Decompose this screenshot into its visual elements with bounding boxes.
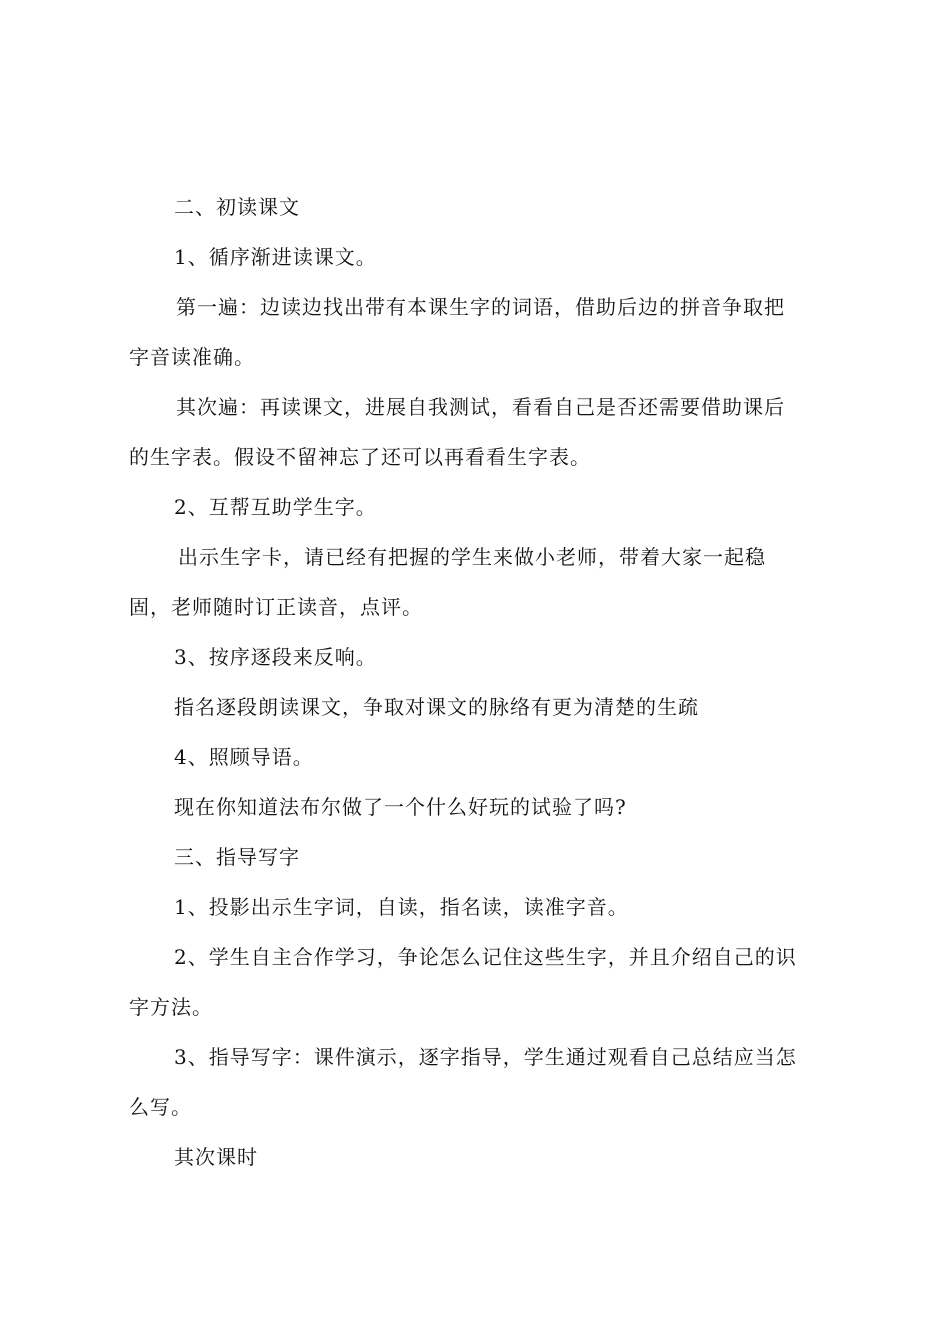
paragraph-line: 3、按序逐段来反响。 (174, 645, 377, 669)
paragraph-line: 固，老师随时订正读音，点评。 (129, 595, 423, 619)
paragraph-line: 么写。 (129, 1095, 192, 1119)
paragraph-line: 其次遍：再读课文，进展自我测试，看看自己是否还需要借助课后 (176, 395, 785, 419)
paragraph-line: 3、指导写字：课件演示，逐字指导，学生通过观看自己总结应当怎 (174, 1045, 797, 1069)
paragraph-line: 字方法。 (129, 995, 213, 1019)
paragraph-line: 2、学生自主合作学习，争论怎么记住这些生字，并且介绍自己的识 (174, 945, 797, 969)
paragraph-line: 4、照顾导语。 (174, 745, 314, 769)
paragraph-line: 指名逐段朗读课文，争取对课文的脉络有更为清楚的生疏 (174, 695, 699, 719)
section-heading: 三、指导写字 (174, 845, 300, 869)
paragraph-line: 现在你知道法布尔做了一个什么好玩的试验了吗? (174, 795, 627, 819)
paragraph-line: 2、互帮互助学生字。 (174, 495, 377, 519)
section-heading: 其次课时 (174, 1145, 258, 1169)
paragraph-line: 第一遍：边读边找出带有本课生字的词语，借助后边的拼音争取把 (176, 295, 785, 319)
section-heading: 二、初读课文 (174, 195, 300, 219)
paragraph-line: 出示生字卡，请已经有把握的学生来做小老师，带着大家一起稳 (178, 545, 766, 569)
paragraph-line: 字音读准确。 (129, 345, 255, 369)
paragraph-line: 1、循序渐进读课文。 (174, 245, 377, 269)
paragraph-line: 的生字表。假设不留神忘了还可以再看看生字表。 (129, 445, 591, 469)
paragraph-line: 1、投影出示生字词，自读，指名读，读准字音。 (174, 895, 629, 919)
